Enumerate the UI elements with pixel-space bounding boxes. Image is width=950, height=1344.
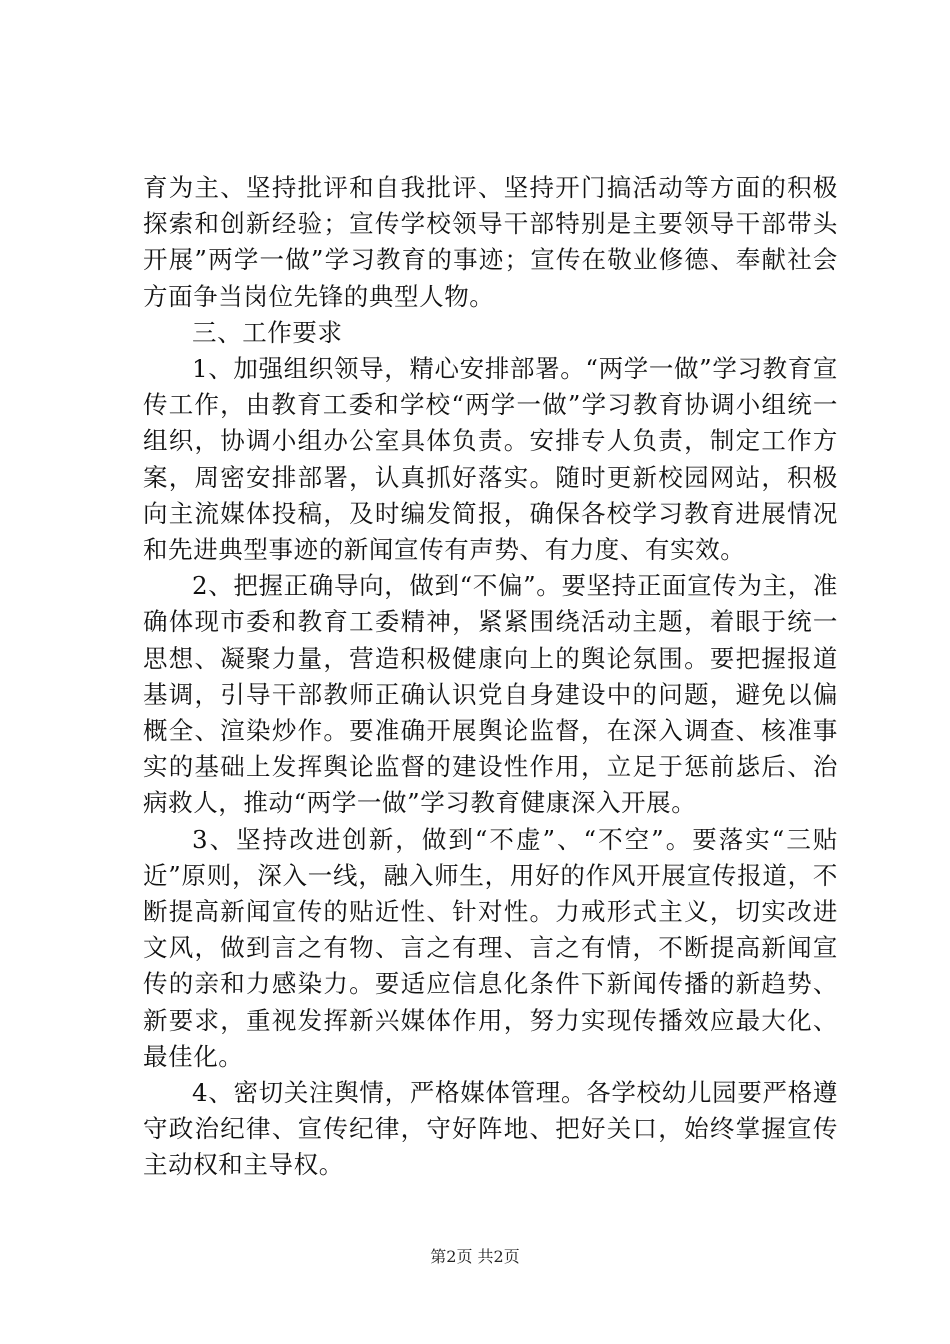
paragraph-requirement-4: 4、密切关注舆情，严格媒体管理。各学校幼儿园要严格遵守政治纪律、宣传纪律，守好阵地、把好关口，始终掌握宣传主动权和主导权。 — [143, 1078, 838, 1180]
paragraph-requirement-3: 3、坚持改进创新，做到“不虚”、“不空”。要落实“三贴近”原则，深入一线，融入师生，用好的作风开展宣传报道，不断提高新闻宣传的贴近性、针对性。力戒形式主义，切实改进文风，做到言之有物、言之有理、言之有情，不断提高新闻宣传的亲和力感染力。要适应信息化条件下新闻传播的新趋势、新要求，重视发挥新兴媒体作用，努力实现传播效应最大化、最佳化。 — [143, 824, 838, 1071]
section-heading-work-requirements: 三、工作要求 — [192, 317, 343, 347]
page-number-footer: 第2页 共2页 — [430, 1247, 520, 1266]
document-body — [143, 170, 838, 1184]
paragraph-requirement-2: 2、把握正确导向，做到“不偏”。要坚持正面宣传为主，准确体现市委和教育工委精神，紧紧围绕活动主题，着眼于统一思想、凝聚力量，营造积极健康向上的舆论氛围。要把握报道基调，引导干部教师正确认识党自身建设中的问题，避免以偏概全、渲染炒作。要准确开展舆论监督，在深入调查、核准事实的基础上发挥舆论监督的建设性作用，立足于惩前毖后、治病救人，推动“两学一做”学习教育健康深入开展。 — [143, 571, 838, 818]
paragraph-requirement-1: 1、加强组织领导，精心安排部署。“两学一做”学习教育宣传工作，由教育工委和学校“两学一做”学习教育协调小组统一组织，协调小组办公室具体负责。安排专人负责，制定工作方案，周密安排部署，认真抓好落实。随时更新校园网站，积极向主流媒体投稿，及时编发简报，确保各校学习教育进展情况和先进典型事迹的新闻宣传有声势、有力度、有实效。 — [143, 354, 838, 565]
paragraph-propaganda-content: 育为主、坚持批评和自我批评、坚持开门搞活动等方面的积极探索和创新经验；宣传学校领导干部特别是主要领导干部带头开展”两学一做”学习教育的事迹；宣传在敬业修德、奉献社会方面争当岗位先锋的典型人物。 — [143, 173, 838, 311]
